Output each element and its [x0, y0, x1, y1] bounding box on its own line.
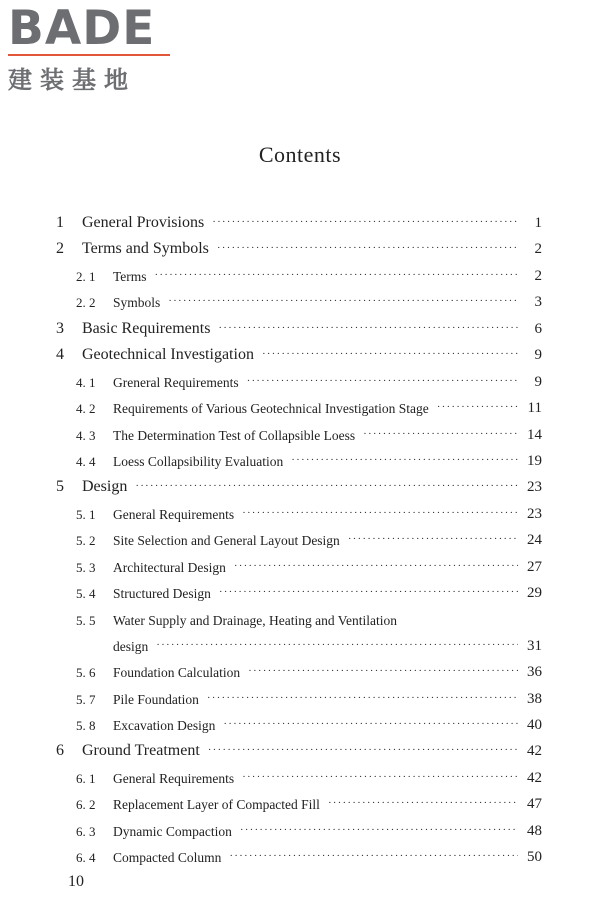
toc-page: 14 [527, 427, 542, 443]
toc-page: 50 [527, 849, 542, 865]
toc-title: General Provisions [82, 214, 205, 231]
toc-title: Excavation Design [113, 718, 216, 733]
toc-title: Site Selection and General Layout Design [113, 533, 340, 548]
toc-leader [291, 455, 518, 466]
toc-number: 6 [56, 742, 64, 759]
toc-title: Foundation Calculation [113, 665, 241, 680]
bade-logo [8, 1, 178, 95]
toc-page: 38 [527, 691, 542, 707]
toc-title: design [113, 639, 149, 654]
toc-title: Terms [113, 269, 147, 284]
page-title: Contents [258, 142, 342, 167]
toc-entry[interactable] [76, 603, 542, 629]
toc-entry[interactable] [56, 206, 542, 232]
toc-entry[interactable] [76, 761, 542, 787]
toc-entry[interactable] [56, 232, 542, 258]
toc-entry[interactable] [76, 259, 542, 285]
toc-number: 2. 2 [76, 295, 96, 310]
toc-entry-continuation[interactable] [76, 629, 542, 655]
logo-tagline: 建装基地 [8, 66, 136, 94]
toc-title: Terms and Symbols [82, 240, 209, 257]
toc-title: Structured Design [113, 586, 211, 601]
toc-title: Design [82, 478, 128, 495]
toc-title: Replacement Layer of Compacted Fill [113, 797, 320, 812]
toc-leader [156, 640, 518, 651]
toc-entry[interactable] [76, 840, 542, 866]
toc-entry[interactable] [56, 470, 542, 496]
toc-number: 5. 3 [76, 560, 96, 575]
toc-page: 19 [527, 453, 542, 469]
toc-leader [218, 323, 518, 334]
toc-number: 5. 4 [76, 586, 96, 601]
toc-number: 5 [56, 478, 64, 495]
logo-brand-text: BADE [8, 1, 156, 56]
toc-title: Architectural Design [113, 560, 226, 575]
toc-title: The Determination Test of Collapsible Loess [113, 428, 356, 443]
toc-number: 5. 8 [76, 718, 96, 733]
toc-leader [207, 693, 518, 704]
toc-number: 5. 6 [76, 665, 96, 680]
toc-number: 4 [56, 346, 64, 363]
toc-page: 40 [527, 717, 542, 733]
toc-page: 23 [527, 506, 542, 522]
toc-title: Geotechnical Investigation [82, 346, 254, 363]
toc-title: Loess Collapsibility Evaluation [113, 454, 284, 469]
toc-leader [247, 376, 518, 387]
toc-leader [217, 243, 518, 254]
toc-leader [242, 508, 518, 519]
toc-entry[interactable] [56, 734, 542, 760]
toc-number: 2 [56, 240, 64, 257]
toc-entry[interactable] [76, 708, 542, 734]
toc-leader [437, 402, 518, 413]
toc-leader [240, 825, 518, 836]
toc-number: 6. 1 [76, 771, 96, 786]
toc-page: 3 [534, 294, 542, 310]
toc-title: General Requirements [113, 771, 235, 786]
toc-number: 4. 2 [76, 401, 96, 416]
toc-leader [219, 587, 518, 598]
toc-page: 36 [527, 664, 542, 680]
toc-leader [242, 772, 518, 783]
toc-page: 2 [534, 241, 542, 257]
toc-entry[interactable] [76, 365, 542, 391]
toc-title: Dynamic Compaction [113, 824, 232, 839]
toc-entry[interactable] [76, 550, 542, 576]
toc-number: 1 [56, 214, 64, 231]
page-number: 10 [68, 873, 84, 890]
toc-page: 29 [527, 585, 542, 601]
toc-leader [168, 296, 518, 307]
toc-page: 9 [534, 374, 542, 390]
toc-page: 31 [527, 638, 542, 654]
toc-title: Requirements of Various Geotechnical Investigation Stage [113, 401, 429, 416]
toc-entry[interactable] [76, 814, 542, 840]
toc-title: General Requirements [113, 507, 235, 522]
toc-page: 24 [527, 532, 542, 548]
toc-entry[interactable] [76, 576, 542, 602]
toc-title: Basic Requirements [82, 320, 211, 337]
toc-number: 5. 2 [76, 533, 96, 548]
logo-wordmark [8, 1, 178, 56]
toc-entry[interactable] [76, 497, 542, 523]
toc-leader [328, 798, 518, 809]
toc-title: Greneral Requirements [113, 375, 239, 390]
toc-entry[interactable] [76, 682, 542, 708]
toc-entry[interactable] [76, 391, 542, 417]
toc-number: 2. 1 [76, 269, 96, 284]
toc-entry[interactable] [76, 285, 542, 311]
toc-page: 47 [527, 796, 542, 812]
toc-number: 5. 5 [76, 613, 96, 628]
toc-entry[interactable] [56, 312, 542, 338]
toc-entry[interactable] [76, 523, 542, 549]
toc-title: Symbols [113, 295, 161, 310]
toc-number: 6. 3 [76, 824, 96, 839]
toc-leader [234, 561, 518, 572]
toc-page: 11 [527, 400, 542, 416]
toc-leader [223, 719, 518, 730]
toc-page: 9 [534, 347, 542, 363]
toc-page: 42 [527, 770, 542, 786]
toc-entry[interactable] [56, 338, 542, 364]
toc-entry[interactable] [76, 418, 542, 444]
toc-leader [262, 349, 518, 360]
toc-number: 3 [56, 320, 64, 337]
toc-page: 2 [534, 268, 542, 284]
toc-leader [155, 270, 518, 281]
toc-leader [212, 217, 518, 228]
toc-page: 23 [527, 479, 542, 495]
toc-title: Water Supply and Drainage, Heating and Ventilation [113, 613, 397, 628]
toc-entry[interactable] [76, 655, 542, 681]
toc-entry[interactable] [76, 787, 542, 813]
toc-number: 4. 4 [76, 454, 96, 469]
toc-number: 6. 2 [76, 797, 96, 812]
toc-number: 5. 7 [76, 692, 96, 707]
toc-page: 42 [527, 743, 542, 759]
toc-title: Ground Treatment [82, 742, 200, 759]
toc-page: 6 [534, 321, 542, 337]
toc-page: 27 [527, 559, 542, 575]
toc-leader [248, 666, 518, 677]
toc-leader [135, 481, 518, 492]
toc-leader [363, 429, 518, 440]
toc-leader [208, 745, 518, 756]
toc-number: 4. 3 [76, 428, 96, 443]
toc-leader [229, 851, 518, 862]
toc-number: 4. 1 [76, 375, 96, 390]
toc-number: 5. 1 [76, 507, 96, 522]
toc-page: 48 [527, 823, 542, 839]
toc-title: Compacted Column [113, 850, 222, 865]
toc-title: Pile Foundation [113, 692, 199, 707]
toc-entry[interactable] [76, 444, 542, 470]
toc-number: 6. 4 [76, 850, 96, 865]
toc-leader [348, 534, 518, 545]
toc-page: 1 [534, 215, 542, 231]
